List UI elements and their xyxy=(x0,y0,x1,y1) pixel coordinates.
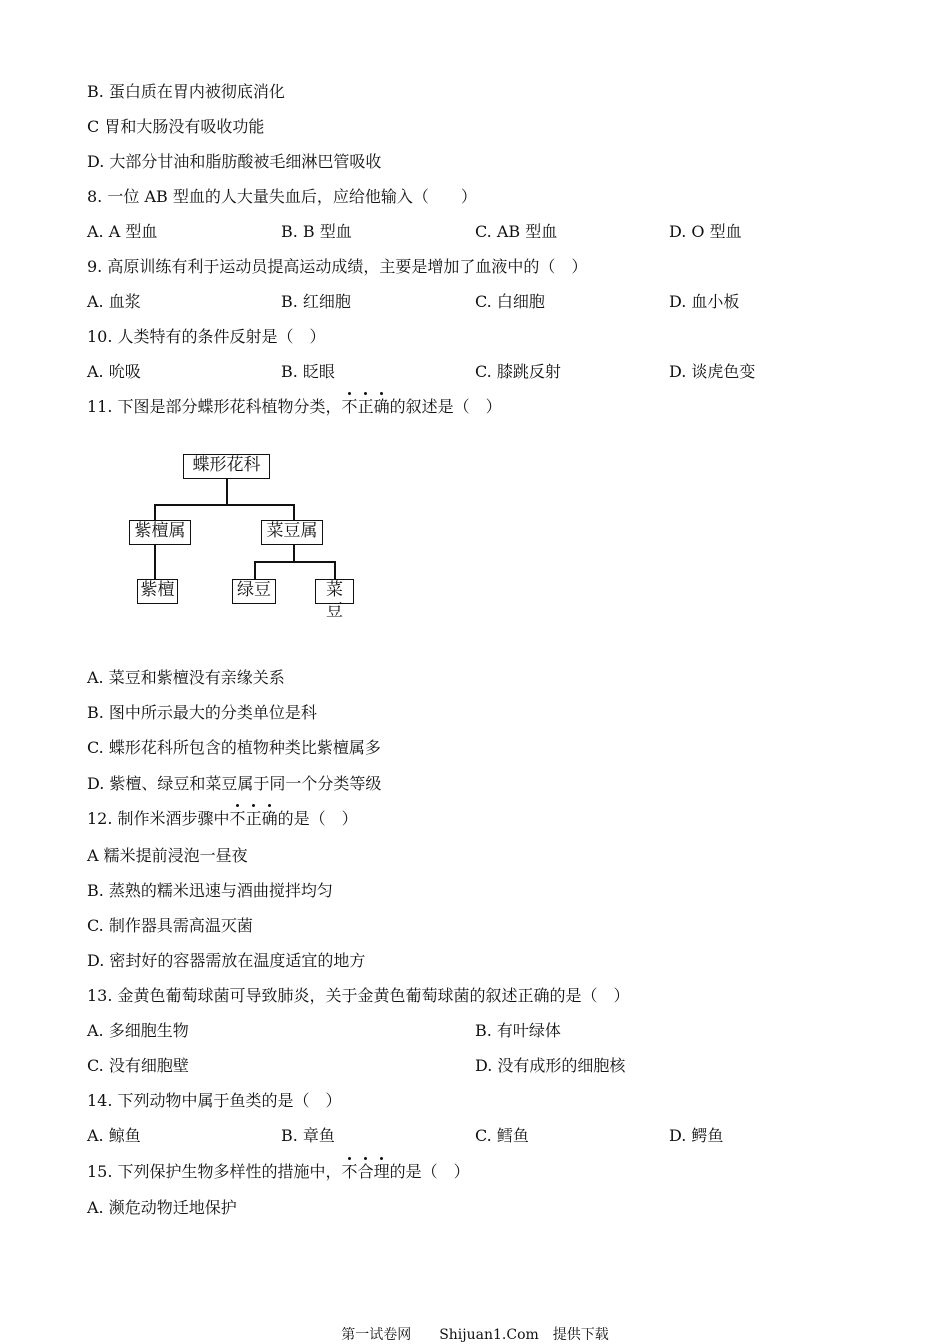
emphasis-char: 不 xyxy=(229,809,246,828)
q11-stem xyxy=(87,397,502,417)
q10-option-d: D. 谈虎色变 xyxy=(669,362,756,381)
q8-option-d: D. O 型血 xyxy=(669,222,742,241)
emphasis-char: 正 xyxy=(357,397,374,416)
q14-option-d: D. 鳄鱼 xyxy=(669,1126,724,1145)
connector-line xyxy=(154,504,294,506)
connector-line xyxy=(154,504,156,520)
q13-stem: 13. 金黄色葡萄球菌可导致肺炎，关于金黄色葡萄球菌的叙述正确的是（ ） xyxy=(87,986,630,1005)
q14-stem: 14. 下列动物中属于鱼类的是（ ） xyxy=(87,1091,342,1110)
q10-option-c: C. 膝跳反射 xyxy=(475,362,561,381)
q10-option-b: B. 眨眼 xyxy=(281,362,335,381)
connector-line xyxy=(334,561,336,579)
family-box: 蝶形花科 xyxy=(183,454,270,479)
q13-option-c: C. 没有细胞壁 xyxy=(87,1056,189,1075)
genus-box-caidou: 菜豆属 xyxy=(261,520,323,545)
q15-stem xyxy=(87,1162,470,1182)
q9-stem: 9. 高原训练有利于运动员提高运动成绩，主要是增加了血液中的（ ） xyxy=(87,257,588,276)
q13-option-d: D. 没有成形的细胞核 xyxy=(475,1056,626,1075)
emphasis-char: 理 xyxy=(373,1162,390,1181)
emphasis-char: 确 xyxy=(373,397,390,416)
q7-option-b: B. 蛋白质在胃内被彻底消化 xyxy=(87,82,285,101)
q11-option-d: D. 紫檀、绿豆和菜豆属于同一个分类等级 xyxy=(87,774,382,793)
connector-line xyxy=(293,545,295,561)
q11-stem-prefix: 11. 下图是部分蝶形花科植物分类， xyxy=(87,397,342,416)
q8-option-b: B. B 型血 xyxy=(281,222,352,241)
q11-option-a: A. 菜豆和紫檀没有亲缘关系 xyxy=(87,668,285,687)
connector-line xyxy=(254,561,335,563)
q12-option-c: C. 制作器具需高温灭菌 xyxy=(87,916,253,935)
q11-stem-suffix: 的叙述是（ ） xyxy=(389,397,502,416)
genus-box-zitan: 紫檀属 xyxy=(129,520,191,545)
page-footer: 第一试卷网 Shijuan1.Com 提供下载 xyxy=(341,1327,609,1343)
q15-stem-suffix: 的是（ ） xyxy=(389,1162,470,1181)
q15-option-a: A. 濒危动物迁地保护 xyxy=(87,1198,237,1217)
q13-option-b: B. 有叶绿体 xyxy=(475,1021,561,1040)
species-box-zitan: 紫檀 xyxy=(137,579,178,604)
q13-option-a: A. 多细胞生物 xyxy=(87,1021,189,1040)
q10-stem: 10. 人类特有的条件反射是（ ） xyxy=(87,327,326,346)
q8-stem: 8. 一位 AB 型血的人大量失血后，应给他输入（ ） xyxy=(87,187,477,206)
connector-line xyxy=(293,504,295,520)
q12-stem-prefix: 12. 制作米酒步骤中 xyxy=(87,809,230,828)
q14-option-c: C. 鳕鱼 xyxy=(475,1126,529,1145)
q8-option-a: A. A 型血 xyxy=(87,222,158,241)
q9-option-a: A. 血浆 xyxy=(87,292,141,311)
q12-option-b: B. 蒸熟的糯米迅速与酒曲搅拌均匀 xyxy=(87,881,333,900)
species-box-lvdou: 绿豆 xyxy=(232,579,276,604)
q15-stem-prefix: 15. 下列保护生物多样性的措施中， xyxy=(87,1162,342,1181)
emphasis-char: 不 xyxy=(341,397,358,416)
q11-option-b: B. 图中所示最大的分类单位是科 xyxy=(87,703,317,722)
classification-diagram xyxy=(127,450,367,621)
q10-option-a: A. 吮吸 xyxy=(87,362,141,381)
emphasis-char: 正 xyxy=(245,809,262,828)
q14-option-b: B. 章鱼 xyxy=(281,1126,335,1145)
q11-option-c: C. 蝶形花科所包含的植物种类比紫檀属多 xyxy=(87,738,381,757)
q7-option-d: D. 大部分甘油和脂肪酸被毛细淋巴管吸收 xyxy=(87,152,382,171)
emphasis-char: 确 xyxy=(261,809,278,828)
emphasis-char: 合 xyxy=(357,1162,374,1181)
q8-option-c: C. AB 型血 xyxy=(475,222,558,241)
q12-stem xyxy=(87,809,358,829)
connector-line xyxy=(254,561,256,579)
connector-line xyxy=(226,479,228,504)
q12-option-a: A 糯米提前浸泡一昼夜 xyxy=(87,846,248,865)
species-box-caidou: 菜豆 xyxy=(315,579,354,604)
q12-stem-suffix: 的是（ ） xyxy=(277,809,358,828)
q9-option-b: B. 红细胞 xyxy=(281,292,351,311)
q9-option-c: C. 白细胞 xyxy=(475,292,545,311)
q7-option-c: C 胃和大肠没有吸收功能 xyxy=(87,117,265,136)
connector-line xyxy=(154,545,156,579)
q9-option-d: D. 血小板 xyxy=(669,292,740,311)
emphasis-char: 不 xyxy=(341,1162,358,1181)
q14-option-a: A. 鲸鱼 xyxy=(87,1126,141,1145)
q12-option-d: D. 密封好的容器需放在温度适宜的地方 xyxy=(87,951,366,970)
